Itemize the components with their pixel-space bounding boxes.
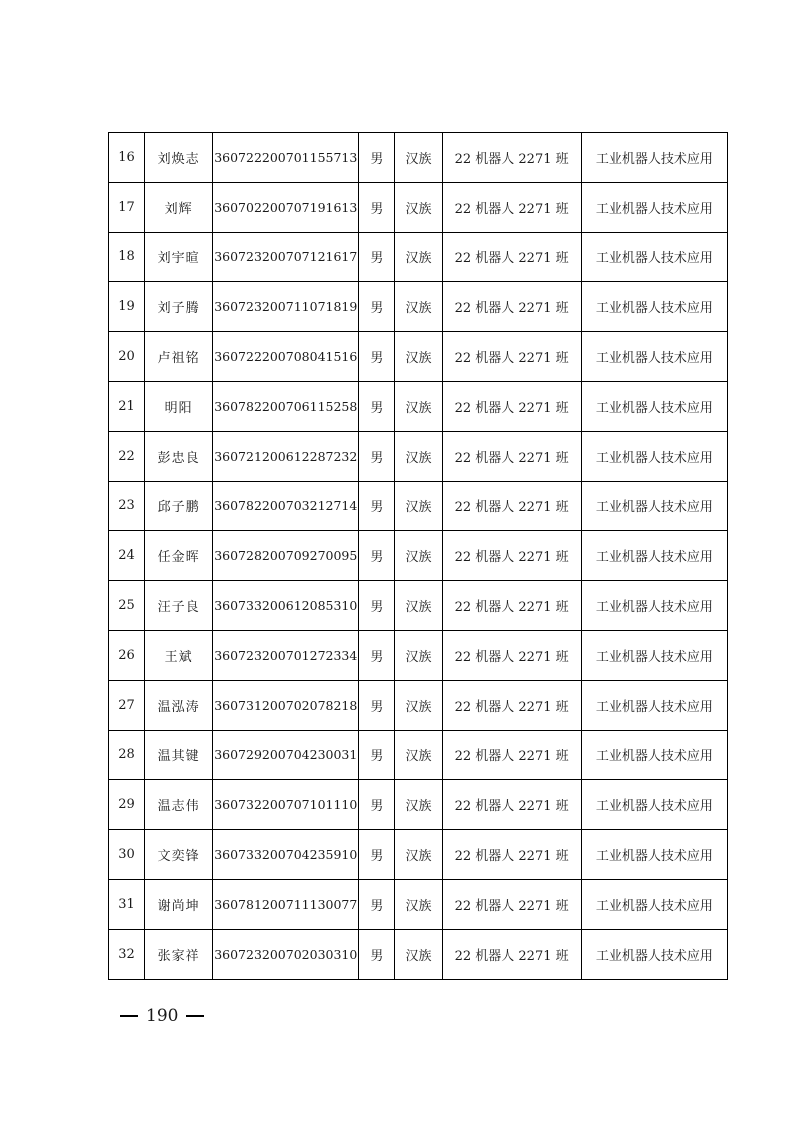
row-index-cell: 31 xyxy=(109,879,145,929)
row-index-cell: 23 xyxy=(109,481,145,531)
table-row xyxy=(109,830,728,880)
class-cell: 22 机器人 2271 班 xyxy=(442,929,581,979)
ethnicity-cell: 汉族 xyxy=(395,133,442,183)
table-row xyxy=(109,531,728,581)
major-cell: 工业机器人技术应用 xyxy=(581,730,727,780)
gender-cell: 男 xyxy=(359,581,395,631)
ethnicity-cell: 汉族 xyxy=(395,431,442,481)
student-name-cell: 彭忠良 xyxy=(145,431,213,481)
row-index-cell: 21 xyxy=(109,381,145,431)
id-number-cell: 360723200707121617 xyxy=(213,232,359,282)
table-row xyxy=(109,780,728,830)
major-cell: 工业机器人技术应用 xyxy=(581,431,727,481)
major-cell: 工业机器人技术应用 xyxy=(581,581,727,631)
row-index-cell: 16 xyxy=(109,133,145,183)
id-number-cell: 360728200709270095 xyxy=(213,531,359,581)
row-index-cell: 28 xyxy=(109,730,145,780)
ethnicity-cell: 汉族 xyxy=(395,531,442,581)
table-row xyxy=(109,332,728,382)
gender-cell: 男 xyxy=(359,282,395,332)
roster-body xyxy=(109,133,728,980)
id-number-cell: 360722200708041516 xyxy=(213,332,359,382)
class-cell: 22 机器人 2271 班 xyxy=(442,182,581,232)
class-cell: 22 机器人 2271 班 xyxy=(442,232,581,282)
gender-cell: 男 xyxy=(359,133,395,183)
row-index-cell: 19 xyxy=(109,282,145,332)
student-name-cell: 张家祥 xyxy=(145,929,213,979)
ethnicity-cell: 汉族 xyxy=(395,680,442,730)
class-cell: 22 机器人 2271 班 xyxy=(442,531,581,581)
gender-cell: 男 xyxy=(359,531,395,581)
major-cell: 工业机器人技术应用 xyxy=(581,780,727,830)
row-index-cell: 26 xyxy=(109,630,145,680)
class-cell: 22 机器人 2271 班 xyxy=(442,780,581,830)
table-row xyxy=(109,481,728,531)
student-name-cell: 文奕锋 xyxy=(145,830,213,880)
row-index-cell: 27 xyxy=(109,680,145,730)
id-number-cell: 360729200704230031 xyxy=(213,730,359,780)
gender-cell: 男 xyxy=(359,381,395,431)
gender-cell: 男 xyxy=(359,929,395,979)
id-number-cell: 360781200711130077 xyxy=(213,879,359,929)
student-name-cell: 汪子良 xyxy=(145,581,213,631)
class-cell: 22 机器人 2271 班 xyxy=(442,133,581,183)
row-index-cell: 17 xyxy=(109,182,145,232)
student-name-cell: 卢祖铭 xyxy=(145,332,213,382)
id-number-cell: 360722200701155713 xyxy=(213,133,359,183)
ethnicity-cell: 汉族 xyxy=(395,381,442,431)
ethnicity-cell: 汉族 xyxy=(395,232,442,282)
class-cell: 22 机器人 2271 班 xyxy=(442,730,581,780)
major-cell: 工业机器人技术应用 xyxy=(581,630,727,680)
class-cell: 22 机器人 2271 班 xyxy=(442,332,581,382)
class-cell: 22 机器人 2271 班 xyxy=(442,630,581,680)
ethnicity-cell: 汉族 xyxy=(395,830,442,880)
id-number-cell: 360731200702078218 xyxy=(213,680,359,730)
page-number: 190 xyxy=(146,1006,179,1026)
table-row xyxy=(109,381,728,431)
gender-cell: 男 xyxy=(359,481,395,531)
class-cell: 22 机器人 2271 班 xyxy=(442,680,581,730)
gender-cell: 男 xyxy=(359,730,395,780)
ethnicity-cell: 汉族 xyxy=(395,929,442,979)
class-cell: 22 机器人 2271 班 xyxy=(442,282,581,332)
class-cell: 22 机器人 2271 班 xyxy=(442,381,581,431)
class-cell: 22 机器人 2271 班 xyxy=(442,879,581,929)
student-name-cell: 谢尚坤 xyxy=(145,879,213,929)
ethnicity-cell: 汉族 xyxy=(395,630,442,680)
class-cell: 22 机器人 2271 班 xyxy=(442,481,581,531)
id-number-cell: 360733200704235910 xyxy=(213,830,359,880)
id-number-cell: 360782200706115258 xyxy=(213,381,359,431)
student-name-cell: 明阳 xyxy=(145,381,213,431)
table-row xyxy=(109,581,728,631)
major-cell: 工业机器人技术应用 xyxy=(581,481,727,531)
id-number-cell: 360723200702030310 xyxy=(213,929,359,979)
ethnicity-cell: 汉族 xyxy=(395,182,442,232)
id-number-cell: 360702200707191613 xyxy=(213,182,359,232)
table-row xyxy=(109,431,728,481)
major-cell: 工业机器人技术应用 xyxy=(581,133,727,183)
major-cell: 工业机器人技术应用 xyxy=(581,830,727,880)
row-index-cell: 18 xyxy=(109,232,145,282)
ethnicity-cell: 汉族 xyxy=(395,879,442,929)
row-index-cell: 20 xyxy=(109,332,145,382)
id-number-cell: 360732200707101110 xyxy=(213,780,359,830)
row-index-cell: 32 xyxy=(109,929,145,979)
gender-cell: 男 xyxy=(359,232,395,282)
row-index-cell: 29 xyxy=(109,780,145,830)
class-cell: 22 机器人 2271 班 xyxy=(442,830,581,880)
student-roster-table xyxy=(108,132,728,980)
gender-cell: 男 xyxy=(359,431,395,481)
left-dash xyxy=(120,1015,138,1017)
table-row xyxy=(109,182,728,232)
table-row xyxy=(109,232,728,282)
student-name-cell: 刘焕志 xyxy=(145,133,213,183)
id-number-cell: 360723200701272334 xyxy=(213,630,359,680)
id-number-cell: 360723200711071819 xyxy=(213,282,359,332)
student-name-cell: 温泓涛 xyxy=(145,680,213,730)
ethnicity-cell: 汉族 xyxy=(395,282,442,332)
student-name-cell: 任金晖 xyxy=(145,531,213,581)
row-index-cell: 24 xyxy=(109,531,145,581)
id-number-cell: 360733200612085310 xyxy=(213,581,359,631)
student-name-cell: 刘子腾 xyxy=(145,282,213,332)
major-cell: 工业机器人技术应用 xyxy=(581,929,727,979)
major-cell: 工业机器人技术应用 xyxy=(581,879,727,929)
major-cell: 工业机器人技术应用 xyxy=(581,182,727,232)
ethnicity-cell: 汉族 xyxy=(395,481,442,531)
gender-cell: 男 xyxy=(359,182,395,232)
table-row xyxy=(109,133,728,183)
gender-cell: 男 xyxy=(359,830,395,880)
major-cell: 工业机器人技术应用 xyxy=(581,680,727,730)
class-cell: 22 机器人 2271 班 xyxy=(442,581,581,631)
major-cell: 工业机器人技术应用 xyxy=(581,381,727,431)
gender-cell: 男 xyxy=(359,680,395,730)
ethnicity-cell: 汉族 xyxy=(395,730,442,780)
major-cell: 工业机器人技术应用 xyxy=(581,232,727,282)
table-row xyxy=(109,730,728,780)
table-row xyxy=(109,929,728,979)
table-row xyxy=(109,630,728,680)
page-footer xyxy=(120,1006,204,1026)
ethnicity-cell: 汉族 xyxy=(395,332,442,382)
gender-cell: 男 xyxy=(359,332,395,382)
student-name-cell: 刘宇暄 xyxy=(145,232,213,282)
id-number-cell: 360782200703212714 xyxy=(213,481,359,531)
student-name-cell: 刘辉 xyxy=(145,182,213,232)
student-name-cell: 王斌 xyxy=(145,630,213,680)
major-cell: 工业机器人技术应用 xyxy=(581,332,727,382)
ethnicity-cell: 汉族 xyxy=(395,780,442,830)
student-name-cell: 邱子鹏 xyxy=(145,481,213,531)
table-row xyxy=(109,879,728,929)
major-cell: 工业机器人技术应用 xyxy=(581,531,727,581)
class-cell: 22 机器人 2271 班 xyxy=(442,431,581,481)
table-row xyxy=(109,680,728,730)
major-cell: 工业机器人技术应用 xyxy=(581,282,727,332)
row-index-cell: 30 xyxy=(109,830,145,880)
student-name-cell: 温其键 xyxy=(145,730,213,780)
right-dash xyxy=(186,1015,204,1017)
gender-cell: 男 xyxy=(359,630,395,680)
ethnicity-cell: 汉族 xyxy=(395,581,442,631)
gender-cell: 男 xyxy=(359,780,395,830)
id-number-cell: 360721200612287232 xyxy=(213,431,359,481)
table-row xyxy=(109,282,728,332)
row-index-cell: 25 xyxy=(109,581,145,631)
student-name-cell: 温志伟 xyxy=(145,780,213,830)
row-index-cell: 22 xyxy=(109,431,145,481)
gender-cell: 男 xyxy=(359,879,395,929)
